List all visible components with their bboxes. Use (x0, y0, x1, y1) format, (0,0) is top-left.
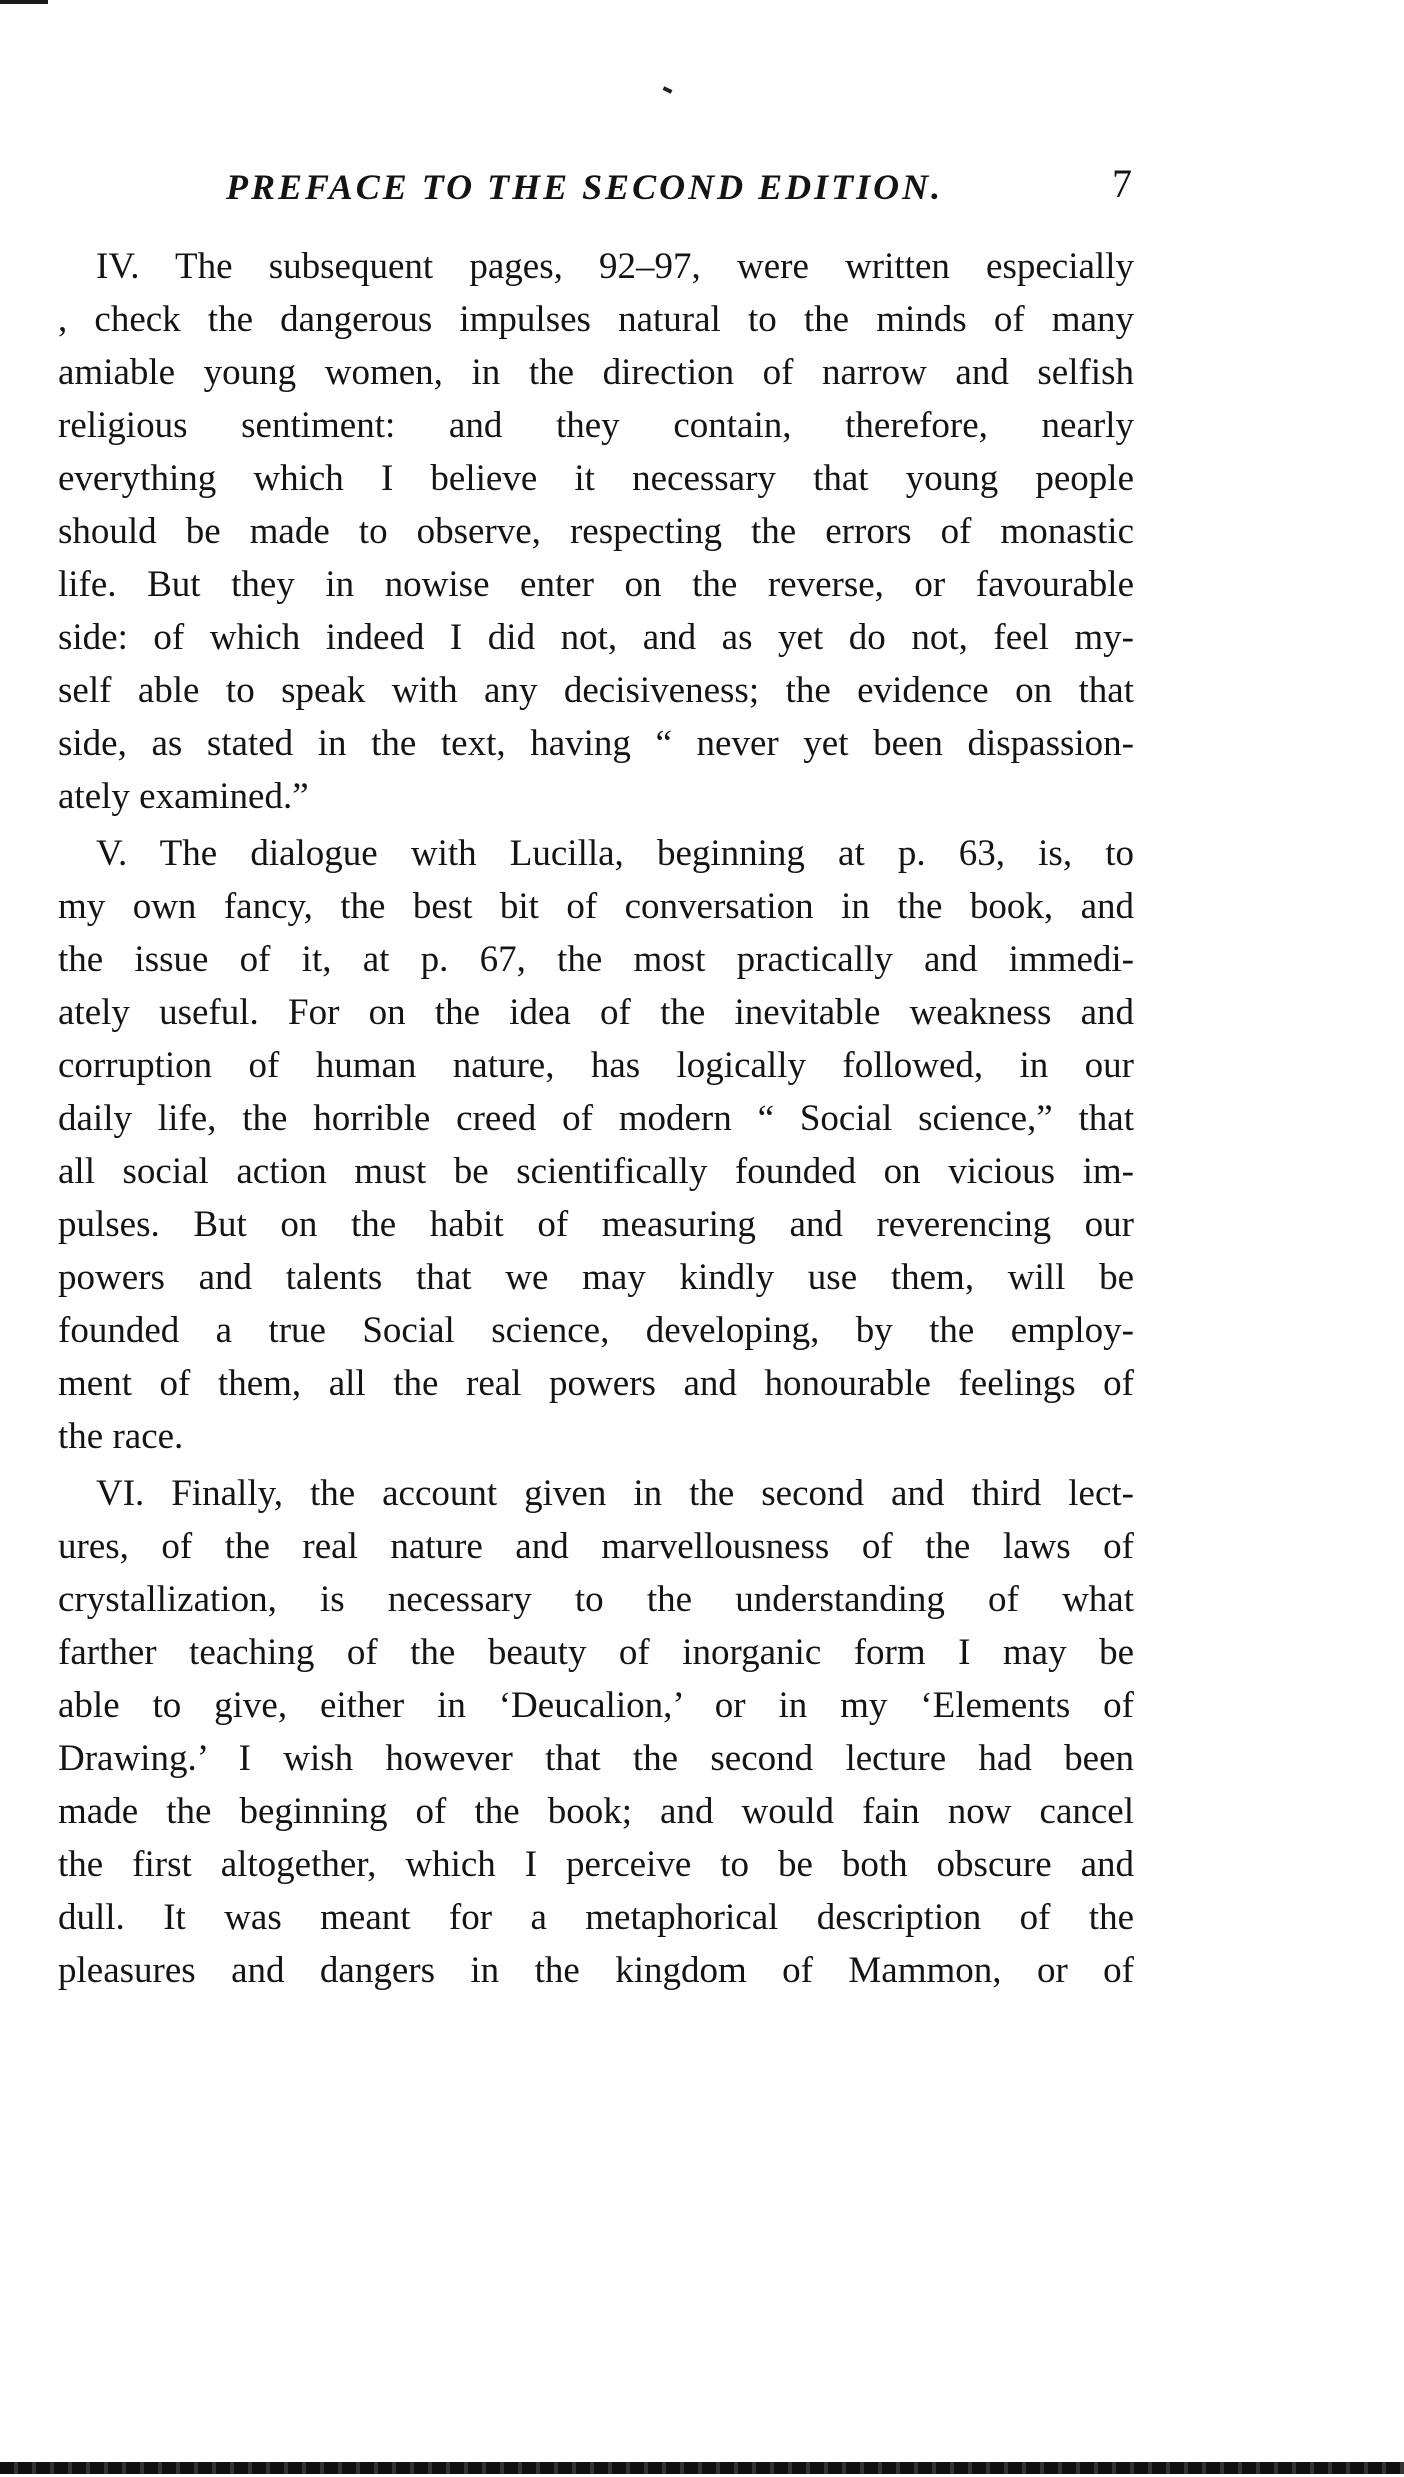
text-line: farther teaching of the beauty of inorganic form I may be (58, 1632, 1134, 1673)
text-line: daily life, the horrible creed of modern “ Social science,” that (58, 1098, 1134, 1139)
paragraph-vi (58, 1467, 1134, 1997)
text-line: side: of which indeed I did not, and as yet do not, feel my- (58, 617, 1134, 658)
text-line: crystallization, is necessary to the understanding of what (58, 1579, 1134, 1620)
text-line: IV. The subsequent pages, 92–97, were written especially (96, 246, 1134, 287)
text-line: founded a true Social science, developing, by the employ- (58, 1310, 1134, 1351)
text-line: religious sentiment: and they contain, therefore, nearly (58, 405, 1134, 446)
text-line: able to give, either in ‘Deucalion,’ or in my ‘Elements of (58, 1685, 1134, 1726)
text-line: pulses. But on the habit of measuring and reverencing our (58, 1204, 1134, 1245)
text-line: VI. Finally, the account given in the second and third lect- (96, 1473, 1134, 1514)
scan-edge-mark (0, 0, 48, 4)
text-line: my own fancy, the best bit of conversation in the book, and (58, 886, 1134, 927)
text-line: the first altogether, which I perceive to be both obscure and (58, 1844, 1134, 1885)
text-line: V. The dialogue with Lucilla, beginning at p. 63, is, to (96, 833, 1134, 874)
text-line: amiable young women, in the direction of narrow and selfish (58, 352, 1134, 393)
text-line: Drawing.’ I wish however that the second lecture had been (58, 1738, 1134, 1779)
text-line: everything which I believe it necessary that young people (58, 458, 1134, 499)
text-line: the race. (58, 1416, 184, 1457)
text-line: powers and talents that we may kindly use them, will be (58, 1257, 1134, 1298)
running-head: PREFACE TO THE SECOND EDITION. (226, 167, 944, 207)
body-text (58, 240, 1134, 1997)
text-line: , check the dangerous impulses natural to the minds of many (58, 299, 1134, 340)
text-line: made the beginning of the book; and would fain now cancel (58, 1791, 1134, 1832)
text-line: self able to speak with any decisiveness; the evidence on that (58, 670, 1134, 711)
text-line: ately useful. For on the idea of the inevitable weakness and (58, 992, 1134, 1033)
text-line: side, as stated in the text, having “ never yet been dispassion- (58, 723, 1134, 764)
text-line: all social action must be scientifically founded on vicious im- (58, 1151, 1134, 1192)
scan-bottom-edge (0, 2462, 1404, 2474)
text-line: the issue of it, at p. 67, the most practically and immedi- (58, 939, 1134, 980)
text-line: ately examined.” (58, 776, 309, 817)
text-line: dull. It was meant for a metaphorical description of the (58, 1897, 1134, 1938)
text-line: should be made to observe, respecting the errors of monastic (58, 511, 1134, 552)
ink-speck (663, 86, 673, 93)
paragraph-v (58, 827, 1134, 1463)
page-number: 7 (1112, 161, 1132, 206)
text-line: life. But they in nowise enter on the reverse, or favourable (58, 564, 1134, 605)
text-line: ment of them, all the real powers and honourable feelings of (58, 1363, 1134, 1404)
text-line: ures, of the real nature and marvellousness of the laws of (58, 1526, 1134, 1567)
text-line: pleasures and dangers in the kingdom of Mammon, or of (58, 1950, 1134, 1991)
text-line: corruption of human nature, has logically followed, in our (58, 1045, 1134, 1086)
paragraph-iv (58, 240, 1134, 823)
